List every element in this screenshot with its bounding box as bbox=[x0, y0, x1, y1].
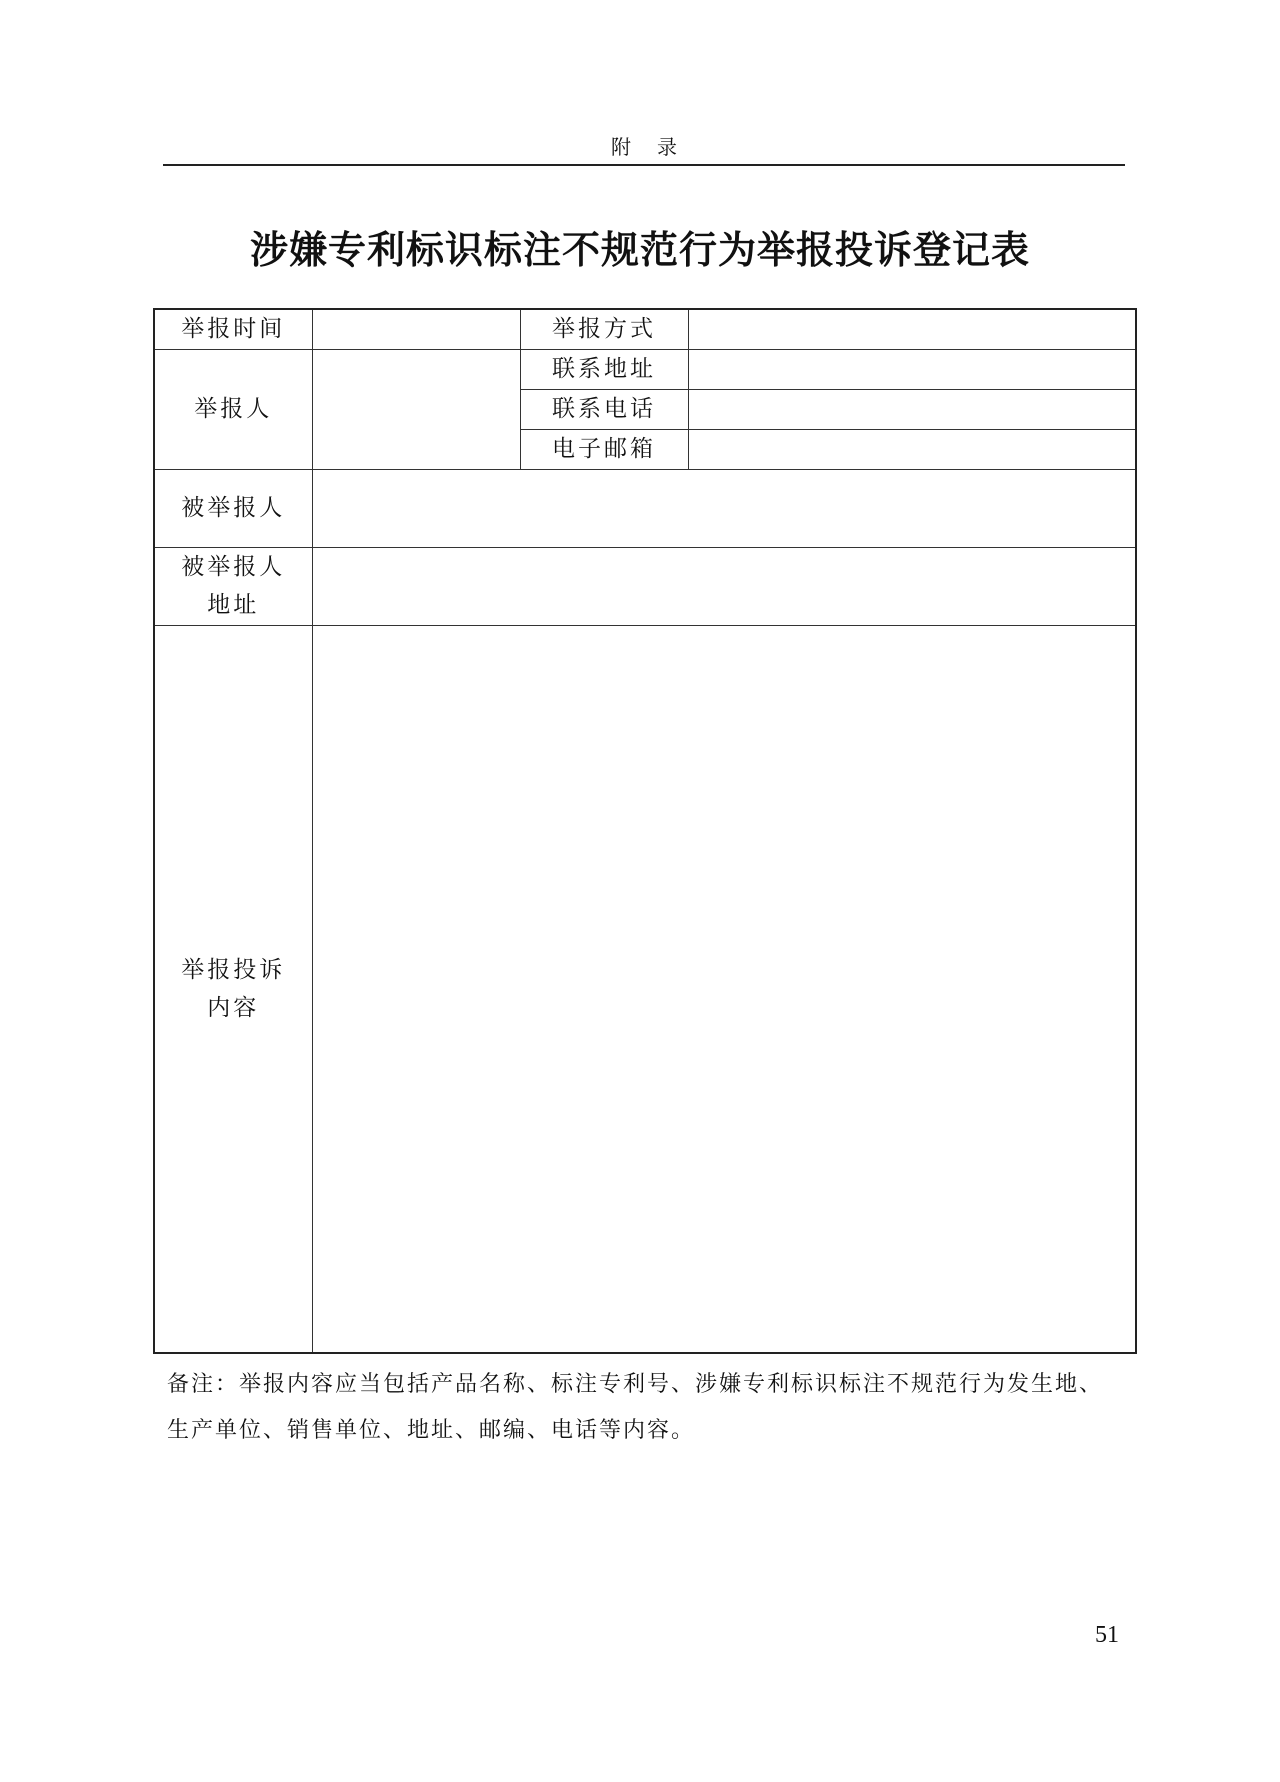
report-time-field[interactable] bbox=[312, 309, 520, 349]
row-contact-address bbox=[154, 349, 1136, 389]
reported-party-label: 被举报人 bbox=[154, 469, 312, 547]
report-method-field[interactable] bbox=[688, 309, 1136, 349]
report-method-label: 举报方式 bbox=[520, 309, 688, 349]
reporter-field[interactable] bbox=[312, 349, 520, 469]
reported-party-field[interactable] bbox=[312, 469, 1136, 547]
row-reported-party bbox=[154, 469, 1136, 547]
footnote bbox=[167, 1362, 1142, 1454]
complaint-content-label-line1: 举报投诉 bbox=[181, 956, 286, 983]
row-report-time bbox=[154, 309, 1136, 349]
contact-phone-field[interactable] bbox=[688, 389, 1136, 429]
reported-address-label-line2: 地址 bbox=[207, 592, 260, 618]
contact-phone-label: 联系电话 bbox=[520, 389, 688, 429]
contact-address-label: 联系地址 bbox=[520, 349, 688, 389]
email-field[interactable] bbox=[688, 429, 1136, 469]
complaint-content-label-line2: 内容 bbox=[207, 994, 260, 1021]
row-complaint-content bbox=[154, 625, 1136, 1353]
running-header bbox=[163, 130, 1125, 166]
complaint-content-label bbox=[154, 625, 312, 1353]
footnote-line1: 备注：举报内容应当包括产品名称、标注专利号、涉嫌专利标识标注不规范行为发生地、 bbox=[167, 1372, 1104, 1397]
complaint-content-field[interactable] bbox=[312, 625, 1136, 1353]
row-reported-address bbox=[154, 547, 1136, 625]
contact-address-field[interactable] bbox=[688, 349, 1136, 389]
email-label: 电子邮箱 bbox=[520, 429, 688, 469]
running-header-title: 附录 bbox=[611, 135, 703, 159]
reported-address-label-line1: 被举报人 bbox=[181, 554, 286, 580]
report-form-table bbox=[153, 308, 1137, 1354]
report-time-label: 举报时间 bbox=[154, 309, 312, 349]
reported-address-field[interactable] bbox=[312, 547, 1136, 625]
reported-address-label bbox=[154, 547, 312, 625]
page-number: 51 bbox=[1095, 1622, 1119, 1648]
footnote-line2: 生产单位、销售单位、地址、邮编、电话等内容。 bbox=[167, 1418, 696, 1443]
form-title: 涉嫌专利标识标注不规范行为举报投诉登记表 bbox=[249, 227, 1030, 272]
reporter-label: 举报人 bbox=[154, 349, 312, 469]
